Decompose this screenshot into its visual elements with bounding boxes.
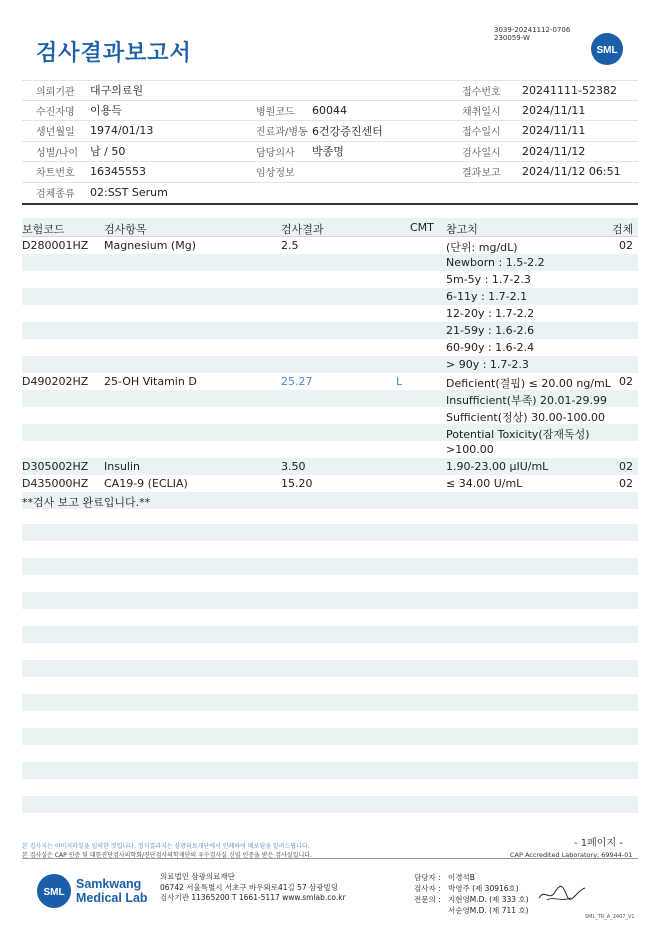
receipt-no-value: 20241111-52382 [522,83,617,97]
cell-item: Insulin [104,460,141,473]
header-result: 검사결과 [281,223,324,236]
cell-item: CA19-9 (ECLIA) [104,477,188,490]
table-row [22,288,638,305]
sex-age-label: 성별/나이 [36,147,79,159]
patient-value: 이용득 [90,104,122,118]
table-row [22,305,638,322]
table-row [22,254,638,271]
table-row [22,424,638,441]
staff-row [414,905,529,916]
info-row [22,142,638,163]
brand-line2: Medical Lab [76,891,148,905]
empty-row [22,524,638,541]
staff-label [414,905,448,916]
signature-image [537,882,587,906]
cell-ref: 21-59y : 1.6-2.6 [446,324,535,337]
cell-spec: 02 [619,460,633,473]
empty-row [22,762,638,779]
cell-ref: Sufficient(정상) 30.00-100.00 [446,411,606,424]
header-code: 보험코드 [22,223,65,236]
receipt-no-label: 접수번호 [462,86,501,98]
info-row [22,183,638,205]
results-table [22,218,638,509]
hospital-code-value: 60044 [312,103,347,117]
document-id [494,26,570,42]
dept-label: 진료과/병동 [256,127,308,139]
table-row [22,373,638,390]
brand-logo-text: SML [43,887,65,898]
page-number: - 1페이지 - [574,838,623,849]
cell-result: 15.20 [281,477,313,490]
cell-ref: >100.00 [446,443,494,456]
cell-ref: > 90y : 1.7-2.3 [446,358,529,371]
table-row [22,390,638,407]
doctor-value: 박종명 [312,145,344,159]
sml-logo-icon [36,873,72,909]
staff-value: 서순영M.D. (제 711 호) [448,906,529,915]
cell-ref: ≤ 34.00 U/mL [446,477,523,490]
sml-logo-icon [590,32,624,66]
cell-code: D435000HZ [22,477,89,490]
dept-value: 6건강증진센터 [312,124,383,138]
info-row [22,121,638,142]
report-value: 2024/11/12 06:51 [522,165,621,179]
report-label: 결과보고 [462,168,501,180]
staff-value: 이경석B [448,873,475,882]
addr-line3: 검사기관 11365200 T 1661-5117 www.smlab.co.kr [160,893,346,902]
empty-row [22,660,638,677]
cell-result: 25.27 [281,375,313,388]
brand-name [76,877,148,905]
cell-ref: 60-90y : 1.6-2.4 [446,341,535,354]
header-item: 검사항목 [104,223,147,236]
document-id-line1: 3039-20241112-0706 [494,26,571,34]
addr-line1: 의료법인 삼광의료재단 [160,872,235,881]
test-label: 검사일시 [462,147,501,159]
cell-ref: Newborn : 1.5-2.2 [446,256,545,269]
cell-result: 2.5 [281,239,299,252]
chart-label: 차트번호 [36,168,75,180]
test-value: 2024/11/12 [522,144,586,158]
table-row [22,339,638,356]
logo-text: SML [596,45,618,56]
cell-cmt: L [396,375,403,388]
empty-row [22,626,638,643]
staff-list [414,872,529,916]
table-row [22,441,638,458]
brand [36,873,148,909]
patient-info-table [22,80,638,205]
results-header [22,218,638,237]
cell-code: D490202HZ [22,375,89,388]
chart-value: 16345553 [90,165,146,179]
table-row [22,475,638,492]
collect-value: 2024/11/11 [522,103,586,117]
cell-spec: 02 [619,239,633,252]
empty-row [22,558,638,575]
staff-label: 전문의 : [414,895,441,904]
brand-line1: Samkwang [76,877,142,891]
cell-ref: (단위: mg/dL) [446,241,518,254]
cell-ref: 6-11y : 1.7-2.1 [446,290,528,303]
addr-line2: 06742 서울특별시 서초구 바우뫼로41길 57 삼광빌딩 [160,882,339,892]
cell-result: 3.50 [281,460,306,473]
cell-item: 25-OH Vitamin D [104,375,197,388]
staff-label: 담당자 : [414,873,441,882]
footer-note-line1: 본 검사지는 이미지파일을 임의한 것입니다. 정식결과지는 삼광의료재단에서 인쇄하여 배포됨을 알려드립니다. [22,843,310,850]
cell-ref: Deficient(결핍) ≤ 20.00 ng/mL [446,377,611,390]
footer-divider [22,858,638,859]
clinical-label: 임상정보 [256,168,295,180]
empty-row [22,796,638,813]
receive-value: 2024/11/11 [522,124,586,138]
empty-row [22,694,638,711]
empty-row [22,728,638,745]
result-rows [22,237,638,492]
staff-row [414,883,529,894]
sex-age-value: 남 / 50 [90,145,126,159]
header-cmt: CMT [410,221,434,234]
cell-spec: 02 [619,375,633,388]
specimen-label: 검체종류 [36,189,75,200]
collect-label: 채취일시 [462,106,501,118]
table-row [22,322,638,339]
form-code: SML_TR_A_2407_V1 [585,914,635,920]
cell-code: D305002HZ [22,460,89,473]
specimen-value: 02:SST Serum [90,186,168,199]
cell-ref: 5m-5y : 1.7-2.3 [446,273,531,286]
complete-note-row [22,492,638,509]
table-row [22,271,638,288]
empty-row [22,592,638,609]
cell-ref: Insufficient(부족) 20.01-29.99 [446,394,607,407]
cell-ref: 12-20y : 1.7-2.2 [446,307,535,320]
cell-item: Magnesium (Mg) [104,239,196,252]
info-row [22,162,638,183]
birth-value: 1974/01/13 [90,124,154,138]
patient-label: 수진자명 [36,106,75,118]
receive-label: 접수일시 [462,127,501,139]
requester-label: 의뢰기관 [36,86,75,98]
table-row [22,407,638,424]
staff-value: 지현영M.D. (제 333 호) [448,895,529,904]
staff-row [414,894,529,905]
staff-label: 검사자 : [414,884,441,893]
cell-ref: 1.90-23.00 μIU/mL [446,460,549,473]
cell-spec: 02 [619,477,633,490]
birth-label: 생년월일 [36,127,75,139]
header-specimen: 검체 [612,223,634,236]
info-row [22,101,638,122]
header-reference: 참고치 [446,223,478,236]
table-row [22,458,638,475]
staff-row [414,872,529,883]
info-row [22,80,638,101]
staff-value: 박영주 (제 30916호) [448,884,519,893]
requester-value: 대구의료원 [90,84,144,98]
report-title: 검사결과보고서 [36,41,192,66]
cap-accreditation: CAP Accredited Laboratory, 69944-01 [510,851,633,859]
table-row [22,237,638,254]
hospital-code-label: 병원코드 [256,106,295,118]
lab-address [160,872,346,904]
cell-code: D280001HZ [22,239,89,252]
footer-note-line2: 본 검사실은 CAP 인증 및 대한진단검사의학회/진단검사의학재단의 우수검사실 신임 인증을 받은 검사실입니다. [22,852,312,859]
table-row [22,356,638,373]
cell-ref: Potential Toxicity(잠재독성) [446,428,590,441]
complete-note: **검사 보고 완료입니다.** [22,496,151,509]
document-id-line2: 230059-W [494,34,530,42]
doctor-label: 담당의사 [256,147,295,159]
